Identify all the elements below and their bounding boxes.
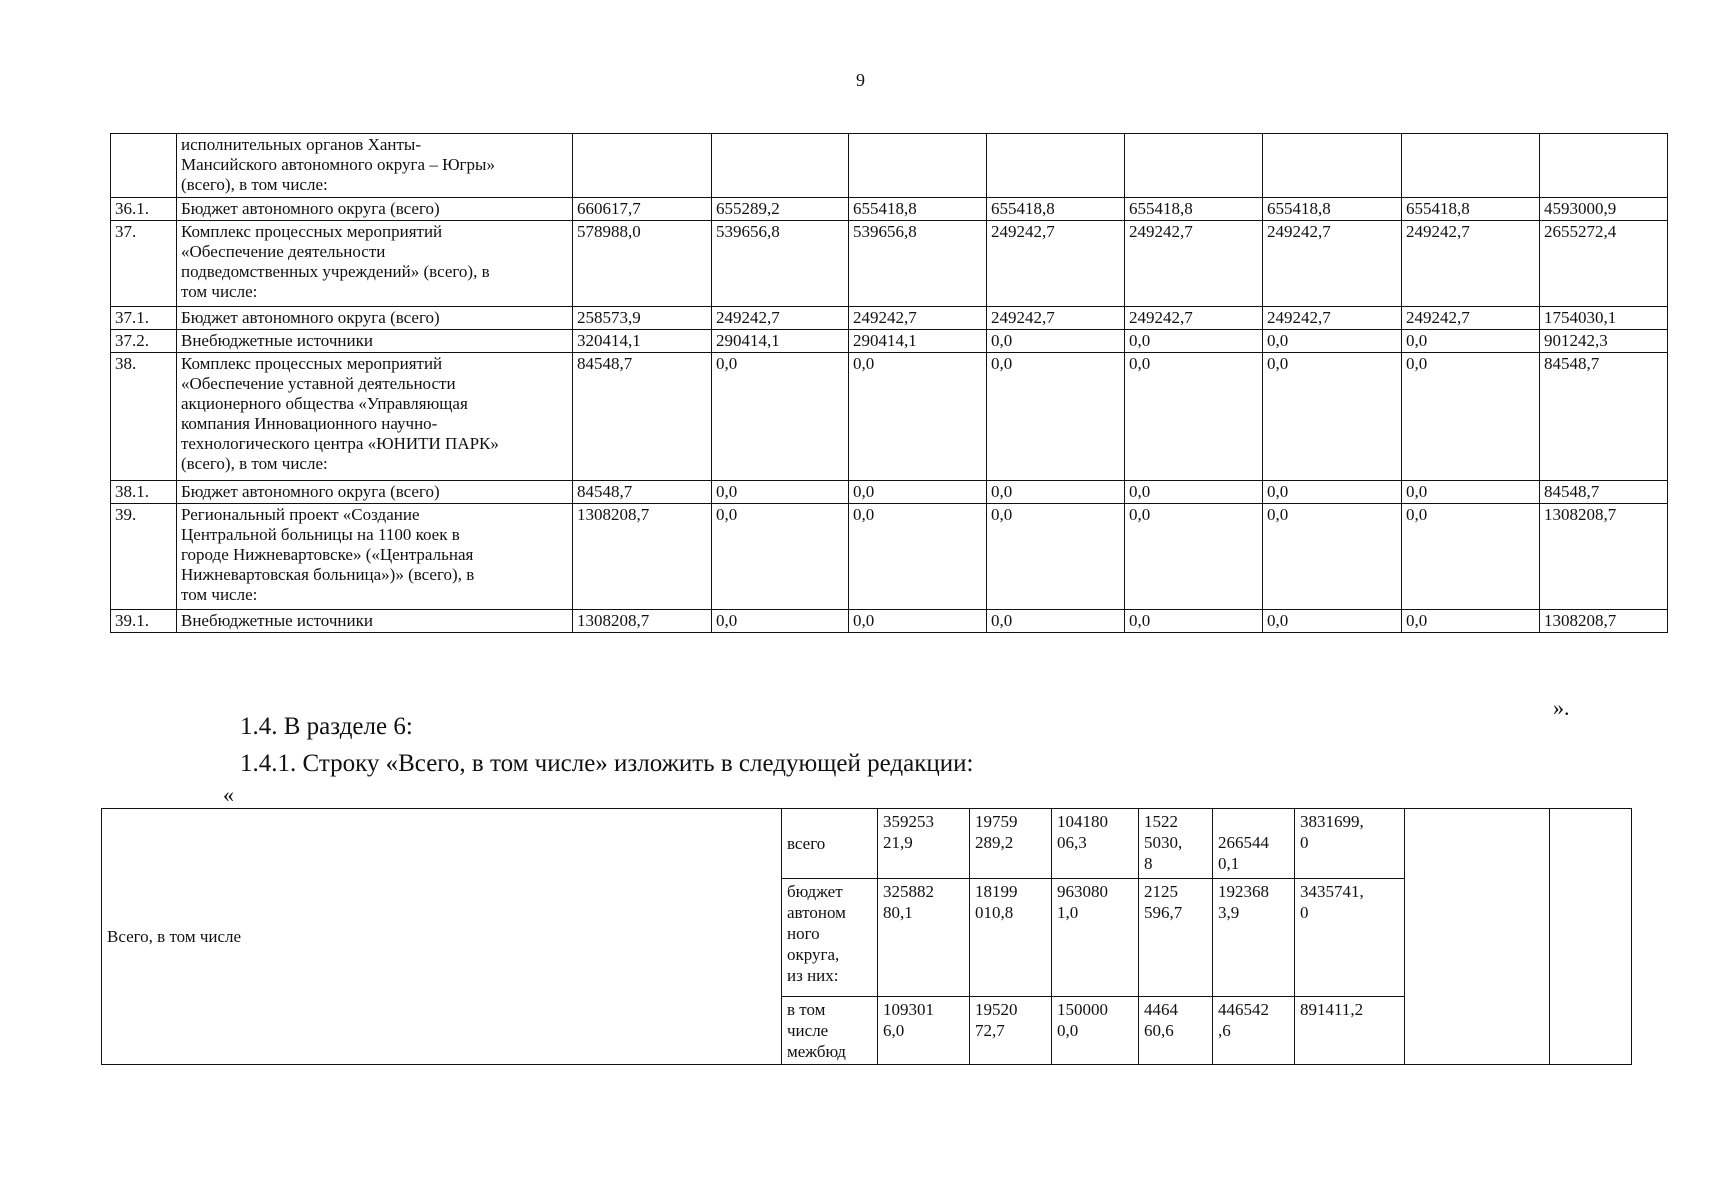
empty-cell [1405,809,1550,1065]
value-cell: 4593000,9 [1540,198,1668,221]
value-cell: 0,0 [849,504,987,610]
value-cell-line: 2125 [1144,882,1178,901]
value-cell: 0,0 [1402,353,1540,481]
row-title-line: Мансийского автономного округа – Югры» [181,155,495,174]
value-cell: 0,0 [1402,610,1540,633]
row-title-line: компания Инновационного научно- [181,414,438,433]
row-title-line: городе Нижневартовске» («Центральная [181,545,474,564]
row-number: 37.2. [111,330,177,353]
row-title [177,307,573,330]
value-cell: 249242,7 [1125,307,1263,330]
value-cell [1295,879,1405,997]
value-cell: 0,0 [1402,330,1540,353]
funding-type [782,997,878,1065]
value-cell: 0,0 [712,504,849,610]
value-cell: 249242,7 [1402,307,1540,330]
section-heading: 1.4. В разделе 6: [240,713,413,740]
value-cell [1213,879,1295,997]
value-cell: 0,0 [1263,481,1402,504]
value-cell: 0,0 [1263,353,1402,481]
value-cell-line: 8 [1144,854,1153,873]
value-cell [878,809,970,879]
table-row [111,330,1668,353]
row-title [177,134,573,198]
value-cell: 1308208,7 [573,504,712,610]
value-cell: 0,0 [1263,330,1402,353]
value-cell: 290414,1 [849,330,987,353]
value-cell [970,997,1052,1065]
value-cell-line: 3831699, [1300,812,1364,831]
row-number: 38. [111,353,177,481]
value-cell: 320414,1 [573,330,712,353]
row-title [177,221,573,307]
value-cell: 655418,8 [1402,198,1540,221]
row-title-line: «Обеспечение уставной деятельности [181,374,456,393]
row-title-line: исполнительных органов Ханты- [181,135,422,154]
value-cell-line: 72,7 [975,1021,1005,1040]
value-cell: 0,0 [712,353,849,481]
value-cell-line: 80,1 [883,903,913,922]
value-cell-line: 010,8 [975,903,1014,922]
value-cell-line: 3435741, [1300,882,1364,901]
value-cell: 2655272,4 [1540,221,1668,307]
value-cell-line: 19759 [975,812,1018,831]
funding-type-line: ного [787,924,820,943]
value-cell [878,879,970,997]
table-row [111,307,1668,330]
value-cell [712,134,849,198]
table-row [111,198,1668,221]
value-cell: 0,0 [1125,504,1263,610]
value-cell-line: 60,6 [1144,1021,1174,1040]
value-cell-line: 289,2 [975,833,1014,852]
row-title-line: Бюджет автономного округа (всего) [181,482,440,501]
value-cell [1295,809,1405,879]
table-row [111,134,1668,198]
opening-quote: « [223,782,234,807]
value-cell: 0,0 [1125,481,1263,504]
value-cell: 0,0 [1263,610,1402,633]
value-cell-line: 266544 [1218,833,1269,852]
value-cell: 249242,7 [849,307,987,330]
value-cell-line: 06,3 [1057,833,1087,852]
row-number [111,134,177,198]
value-cell [1139,809,1213,879]
value-cell: 0,0 [712,481,849,504]
funding-type-line: бюджет [787,882,843,901]
value-cell [987,134,1125,198]
row-title [177,481,573,504]
row-number: 39.1. [111,610,177,633]
table-row [111,221,1668,307]
section-instruction: 1.4.1. Строку «Всего, в том числе» изложить в следующей редакции: [240,750,974,777]
value-cell: 0,0 [1125,353,1263,481]
row-title-line: Комплекс процессных мероприятий [181,354,443,373]
value-cell: 84548,7 [573,353,712,481]
row-number: 37.1. [111,307,177,330]
row-title [177,330,573,353]
funding-type-line: числе [787,1021,829,1040]
table-row [111,353,1668,481]
row-number: 38.1. [111,481,177,504]
value-cell-line: 0 [1300,833,1309,852]
row-title-line: (всего), в том числе: [181,175,328,194]
program-funding-table [110,133,1668,633]
value-cell: 84548,7 [573,481,712,504]
value-cell [970,879,1052,997]
row-title-line: (всего), в том числе: [181,454,328,473]
value-cell: 249242,7 [1402,221,1540,307]
value-cell: 655418,8 [987,198,1125,221]
value-cell: 1308208,7 [1540,610,1668,633]
value-cell: 0,0 [1125,610,1263,633]
value-cell-line: 18199 [975,882,1018,901]
value-cell: 655418,8 [849,198,987,221]
value-cell-line: 891411,2 [1300,1000,1364,1019]
value-cell-line: 359253 [883,812,934,831]
value-cell [1052,997,1139,1065]
value-cell: 655418,8 [1263,198,1402,221]
table-row [111,610,1668,633]
value-cell: 1754030,1 [1540,307,1668,330]
value-cell-line: 1522 [1144,812,1178,831]
value-cell-line: 6,0 [883,1021,905,1040]
value-cell-line: 104180 [1057,812,1108,831]
value-cell: 0,0 [1125,330,1263,353]
value-cell: 901242,3 [1540,330,1668,353]
value-cell [970,809,1052,879]
value-cell [1052,809,1139,879]
value-cell: 84548,7 [1540,353,1668,481]
row-title-line: технологического центра «ЮНИТИ ПАРК» [181,434,499,453]
value-cell: 0,0 [712,610,849,633]
value-cell: 539656,8 [712,221,849,307]
value-cell-line: 3,9 [1218,903,1240,922]
value-cell: 1308208,7 [573,610,712,633]
value-cell [573,134,712,198]
table-row [111,481,1668,504]
value-cell: 1308208,7 [1540,504,1668,610]
value-cell: 0,0 [987,353,1125,481]
value-cell: 249242,7 [987,307,1125,330]
value-cell-line: 4464 [1144,1000,1178,1019]
row-title-line: «Обеспечение деятельности [181,242,386,261]
row-title-line: подведомственных учреждений» (всего), в [181,262,490,281]
value-cell: 0,0 [1402,504,1540,610]
value-cell-line: 19520 [975,1000,1018,1019]
value-cell [1263,134,1402,198]
empty-cell [1550,809,1632,1065]
value-cell: 0,0 [849,353,987,481]
value-cell [1213,997,1295,1065]
value-cell: 660617,7 [573,198,712,221]
value-cell: 0,0 [987,330,1125,353]
table-row [111,504,1668,610]
value-cell-line: ,6 [1218,1021,1231,1040]
value-cell: 0,0 [849,610,987,633]
value-cell: 249242,7 [712,307,849,330]
funding-type-line: автоном [787,903,846,922]
value-cell [1213,809,1295,879]
funding-type [782,809,878,879]
funding-type-line: в том [787,1000,826,1019]
value-cell-line: 0 [1300,903,1309,922]
row-title-line: Центральной больницы на 1100 коек в [181,525,460,544]
row-title-line: Бюджет автономного округа (всего) [181,199,440,218]
row-title-line: акционерного общества «Управляющая [181,394,468,413]
value-cell-line: 0,0 [1057,1021,1079,1040]
funding-type-line: округа, [787,945,840,964]
row-title-line: том числе: [181,282,258,301]
value-cell-line: 5030, [1144,833,1183,852]
value-cell: 249242,7 [1263,221,1402,307]
value-cell [849,134,987,198]
value-cell [1402,134,1540,198]
table-row [102,809,1632,879]
row-title-line: Внебюджетные источники [181,331,373,350]
value-cell-line: 596,7 [1144,903,1183,922]
value-cell: 0,0 [987,481,1125,504]
row-title-line: Нижневартовская больница»)» (всего), в [181,565,475,584]
value-cell: 84548,7 [1540,481,1668,504]
value-cell: 0,0 [987,610,1125,633]
value-cell: 0,0 [849,481,987,504]
value-cell: 578988,0 [573,221,712,307]
value-cell-line: 21,9 [883,833,913,852]
value-cell-line: 0,1 [1218,854,1240,873]
total-label: Всего, в том числе [102,809,782,1065]
value-cell: 0,0 [1263,504,1402,610]
value-cell: 655289,2 [712,198,849,221]
row-title [177,610,573,633]
row-number: 36.1. [111,198,177,221]
row-number: 37. [111,221,177,307]
row-title-line: Комплекс процессных мероприятий [181,222,443,241]
value-cell [1125,134,1263,198]
value-cell-line: 325882 [883,882,934,901]
funding-type-line: всего [787,834,826,853]
row-title [177,504,573,610]
value-cell [878,997,970,1065]
value-cell-line: 1,0 [1057,903,1079,922]
value-cell: 655418,8 [1125,198,1263,221]
funding-type-line: межбюд [787,1042,846,1061]
page-number: 9 [856,70,865,90]
closing-quote: ». [1553,695,1570,720]
value-cell: 249242,7 [1263,307,1402,330]
value-cell-line: 446542 [1218,1000,1269,1019]
value-cell [1139,879,1213,997]
funding-type [782,879,878,997]
row-title-line: Региональный проект «Создание [181,505,420,524]
value-cell: 290414,1 [712,330,849,353]
row-title [177,198,573,221]
row-title-line: Бюджет автономного округа (всего) [181,308,440,327]
value-cell [1052,879,1139,997]
total-funding-table [101,808,1632,1065]
value-cell: 249242,7 [987,221,1125,307]
value-cell-line: 109301 [883,1000,934,1019]
value-cell: 258573,9 [573,307,712,330]
row-number: 39. [111,504,177,610]
value-cell-line: 963080 [1057,882,1108,901]
value-cell [1540,134,1668,198]
value-cell: 0,0 [1402,481,1540,504]
value-cell [1295,997,1405,1065]
row-title-line: том числе: [181,585,258,604]
value-cell: 0,0 [987,504,1125,610]
value-cell-line: 192368 [1218,882,1269,901]
value-cell [1139,997,1213,1065]
value-cell: 249242,7 [1125,221,1263,307]
value-cell: 539656,8 [849,221,987,307]
row-title [177,353,573,481]
row-title-line: Внебюджетные источники [181,611,373,630]
value-cell-line: 150000 [1057,1000,1108,1019]
funding-type-line: из них: [787,966,839,985]
